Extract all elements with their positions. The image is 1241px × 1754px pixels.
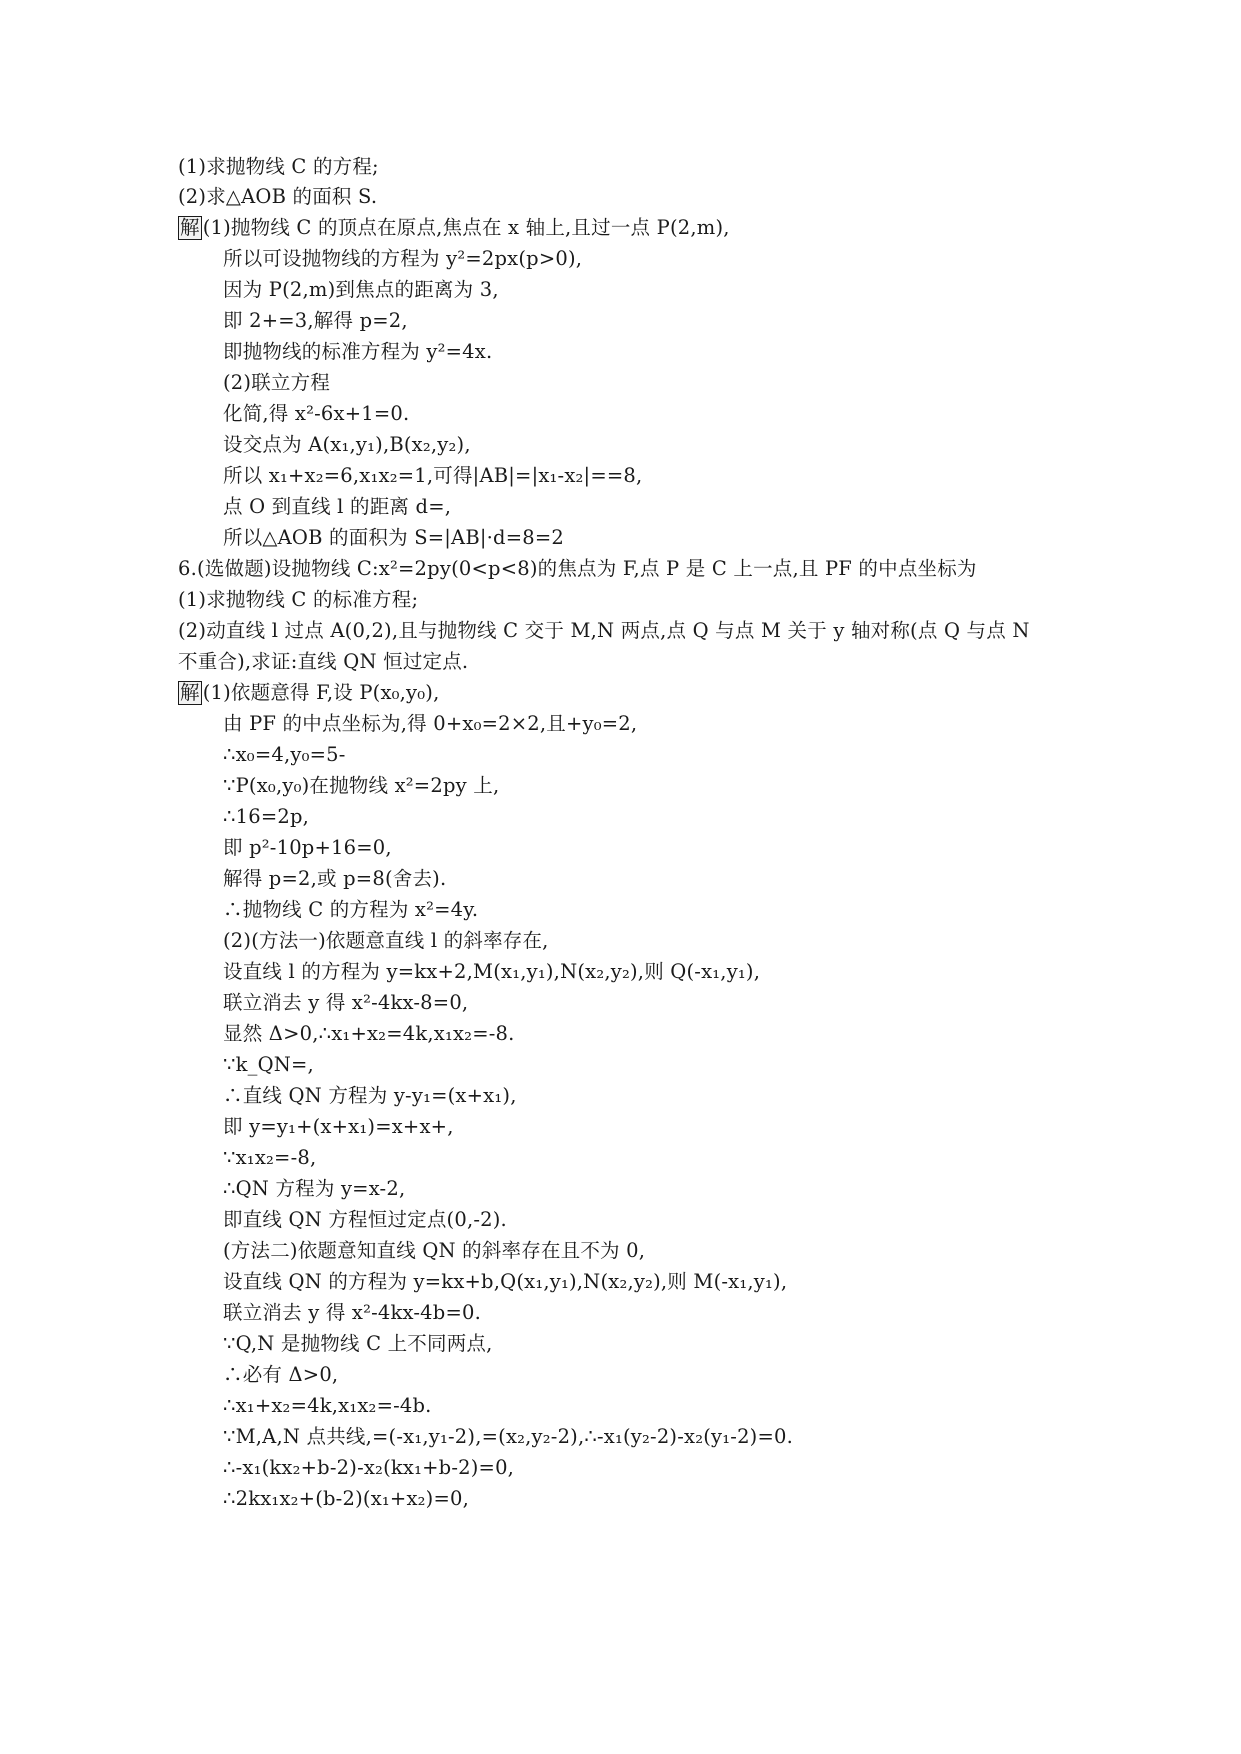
text-line: ∴抛物线 C 的方程为 x²=4y. [223,898,479,921]
text-line: ∴直线 QN 方程为 y-y₁=(x+x₁), [223,1084,517,1107]
text-line: ∴2kx₁x₂+(b-2)(x₁+x₂)=0, [223,1487,470,1510]
text-line: 联立消去 y 得 x²-4kx-4b=0. [223,1301,482,1324]
text-line: ∵M,A,N 点共线,=(-x₁,y₁-2),=(x₂,y₂-2),∴-x₁(y₂-2)-x₂(y₁-2)=0. [223,1425,794,1448]
text-line: ∴-x₁(kx₂+b-2)-x₂(kx₁+b-2)=0, [223,1456,515,1479]
text-line: 不重合),求证:直线 QN 恒过定点. [178,650,469,673]
text-line: 化简,得 x²-6x+1=0. [223,402,410,425]
text-line: (2)联立方程 [223,371,331,394]
text-line: 即抛物线的标准方程为 y²=4x. [223,340,493,363]
text-line: 即 y=y₁+(x+x₁)=x+x+, [223,1115,454,1138]
text-line: ∵k_QN=, [223,1053,314,1076]
text-line: 设交点为 A(x₁,y₁),B(x₂,y₂), [223,433,471,456]
text-line: 联立消去 y 得 x²-4kx-8=0, [223,991,469,1014]
text-line: 解 (1)抛物线 C 的顶点在原点,焦点在 x 轴上,且过一点 P(2,m), [180,216,730,239]
text-line: (1)求抛物线 C 的标准方程; [178,588,419,611]
text-line: ∴16=2p, [223,805,310,828]
text-line: (2)(方法一)依题意直线 l 的斜率存在, [223,929,549,952]
text-line: 所以 x₁+x₂=6,x₁x₂=1,可得|AB|=|x₁-x₂|==8, [223,464,643,487]
text-line: ∵P(x₀,y₀)在抛物线 x²=2py 上, [223,774,500,797]
text-line: ∵Q,N 是抛物线 C 上不同两点, [223,1332,493,1355]
text-line: 解得 p=2,或 p=8(舍去). [223,867,447,890]
answer-marker: 解 [180,216,200,239]
text-line: 所以△AOB 的面积为 S=|AB|·d=8=2 [223,526,565,549]
text-line: (1)求抛物线 C 的方程; [178,155,379,178]
text-line: (2)动直线 l 过点 A(0,2),且与抛物线 C 交于 M,N 两点,点 Q 与点 M 关于 y 轴对称(点 Q 与点 N [178,619,1030,642]
text-line: 因为 P(2,m)到焦点的距离为 3, [223,278,499,301]
answer-marker: 解 [180,681,200,704]
text-line: ∵x₁x₂=-8, [223,1146,317,1169]
text-line: 所以可设抛物线的方程为 y²=2px(p>0), [223,247,583,270]
text-line: 解 (1)依题意得 F,设 P(x₀,y₀), [180,681,440,704]
text-line: 由 PF 的中点坐标为,得 0+x₀=2×2,且+y₀=2, [223,712,638,735]
text-line: 设直线 l 的方程为 y=kx+2,M(x₁,y₁),N(x₂,y₂),则 Q(-x₁,y₁), [223,960,761,983]
text-line: ∴必有 Δ>0, [223,1363,339,1386]
text-line: 点 O 到直线 l 的距离 d=, [223,495,452,518]
text-line: 显然 Δ>0,∴x₁+x₂=4k,x₁x₂=-8. [223,1022,515,1045]
question-6-stem: 6.(选做题)设抛物线 C:x²=2py(0<p<8)的焦点为 F,点 P 是 C 上一点,且 PF 的中点坐标为 [178,557,977,580]
text-line: 设直线 QN 的方程为 y=kx+b,Q(x₁,y₁),N(x₂,y₂),则 M(-x₁,y₁), [223,1270,788,1293]
text-line: (2)求△AOB 的面积 S. [178,185,378,208]
text-line: ∴x₀=4,y₀=5- [223,743,346,766]
text-line: 即直线 QN 方程恒过定点(0,-2). [223,1208,507,1231]
text-line: 即 2+=3,解得 p=2, [223,309,408,332]
text-line: ∴QN 方程为 y=x-2, [223,1177,406,1200]
text-line: (方法二)依题意知直线 QN 的斜率存在且不为 0, [223,1239,646,1262]
text-line: 即 p²-10p+16=0, [223,836,392,859]
text-line: ∴x₁+x₂=4k,x₁x₂=-4b. [223,1394,432,1417]
